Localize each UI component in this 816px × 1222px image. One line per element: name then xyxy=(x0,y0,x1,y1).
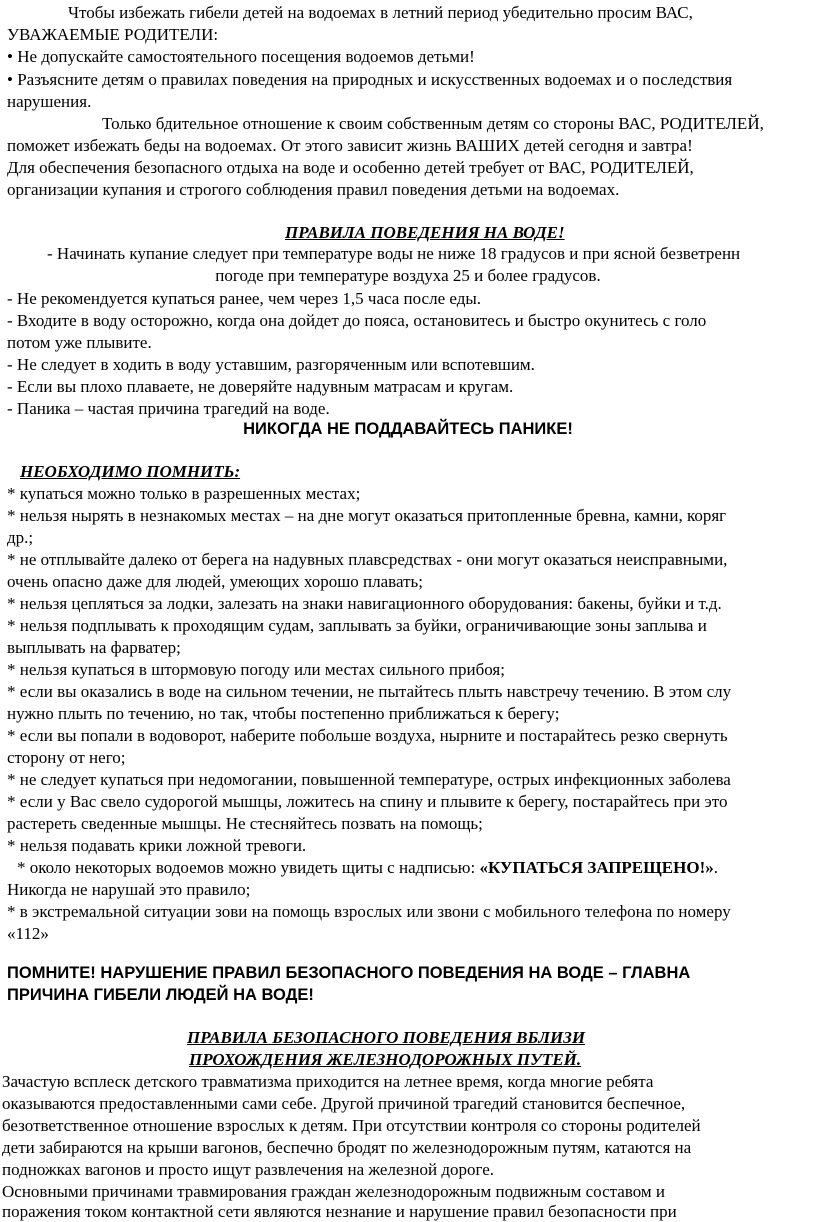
water-rule-5: - Если вы плохо плаваете, не доверяйте надувным матрасам и кругам. xyxy=(7,377,514,396)
railway-para-line-5: подножках вагонов и просто ищут развлечения на железной дороге. xyxy=(2,1160,495,1179)
intro-bullet-2a: • Разъясните детям о правилах поведения на природных и искусственных водоемах и о последствия xyxy=(7,70,733,89)
intro-para-line-4: организации купания и строгого соблюдения правил поведения детьми на водоемах. xyxy=(7,180,620,199)
water-rule-3a: - Входите в воду осторожно, когда она дойдет до пояса, остановитесь и быстро окунитесь с голо xyxy=(7,311,707,330)
panic-warning: НИКОГДА НЕ ПОДДАВАЙТЕСЬ ПАНИКЕ! xyxy=(243,420,573,438)
intro-line-2: УВАЖАЕМЫЕ РОДИТЕЛИ: xyxy=(7,25,219,44)
remember-item-6: * нельзя купаться в штормовую погоду или местах сильного прибоя; xyxy=(7,660,505,679)
remember-item-10a: * если у Вас свело судорогой мышцы, ложитесь на спину и плывите к берегу, постарайтесь при это xyxy=(7,792,728,811)
intro-para-line-3: Для обеспечения безопасного отдыха на воде и особенно детей требует от ВАС, РОДИТЕЛЕЙ, xyxy=(7,158,694,177)
remember-item-5a: * нельзя подплывать к проходящим судам, заплывать за буйки, ограничивающие зоны заплыва и xyxy=(7,616,707,635)
remember-item-12a xyxy=(17,857,718,879)
warning-line-2: ПРИЧИНА ГИБЕЛИ ЛЮДЕЙ НА ВОДЕ! xyxy=(7,986,314,1004)
water-rule-3b: потом уже плывите. xyxy=(7,333,152,352)
railway-title-2: ПРОХОЖДЕНИЯ ЖЕЛЕЗНОДОРОЖНЫХ ПУТЕЙ. xyxy=(189,1050,582,1069)
remember-item-2a: * нельзя нырять в незнакомых местах – на дне могут оказаться притопленные бревна, камни, коряг xyxy=(7,506,727,525)
water-rule-4: - Не следует в ходить в воду уставшим, разгоряченным или вспотевшим. xyxy=(7,355,535,374)
remember-item-13a: * в экстремальной ситуации зови на помощь взрослых или звони с мобильного телефона по номеру xyxy=(7,902,731,921)
warning-line-1: ПОМНИТЕ! НАРУШЕНИЕ ПРАВИЛ БЕЗОПАСНОГО ПОВЕДЕНИЯ НА ВОДЕ – ГЛАВНА xyxy=(7,964,691,982)
no-swimming-sign-text: «КУПАТЬСЯ ЗАПРЕЩЕНО!» xyxy=(479,858,714,877)
remember-item-7a: * если вы оказались в воде на сильном течении, не пытайтесь плыть навстречу течению. В этом слу xyxy=(7,682,732,701)
remember-item-1: * купаться можно только в разрешенных местах; xyxy=(7,484,361,503)
remember-item-12a-suffix: . xyxy=(713,858,719,877)
remember-item-10b: растереть сведенные мышцы. Не стесняйтесь позвать на помощь; xyxy=(7,814,483,833)
water-rule-6: - Паника – частая причина трагедий на воде. xyxy=(7,399,330,418)
water-rule-1b: погоде при температуре воздуха 25 и более градусов. xyxy=(215,266,601,285)
railway-para-line-3: безответственное отношение взрослых к детям. При отсутствии контроля со стороны родителей xyxy=(2,1116,701,1135)
remember-item-3a: * не отплывайте далеко от берега на надувных плавсредствах - они могут оказаться неисправными, xyxy=(7,550,728,569)
remember-item-8a: * если вы попали в водоворот, наберите побольше воздуха, нырните и постарайтесь резко свернуть xyxy=(7,726,728,745)
railway-para-line-2: оказываются предоставленными сами себе. Другой причиной трагедий становится беспечное, xyxy=(2,1094,686,1113)
railway-para-line-7: поражения током контактной сети являются незнание и нарушение правил безопасности при xyxy=(2,1202,677,1221)
intro-para-line-2: поможет избежать беды на водоемах. От этого зависит жизнь ВАШИХ детей сегодня и завтра! xyxy=(7,136,693,155)
water-rules-title: ПРАВИЛА ПОВЕДЕНИЯ НА ВОДЕ! xyxy=(285,223,565,242)
remember-item-5b: выплывать на фарватер; xyxy=(7,638,181,657)
remember-item-11: * нельзя подавать крики ложной тревоги. xyxy=(7,836,307,855)
railway-para-line-6: Основными причинами травмирования граждан железнодорожным подвижным составом и xyxy=(2,1182,666,1201)
remember-item-2b: др.; xyxy=(7,528,34,547)
railway-para-line-4: дети забираются на крыши вагонов, беспечно бродят по железнодорожным путям, катаются на xyxy=(2,1138,692,1157)
remember-item-12a-prefix: * около некоторых водоемов можно увидеть щиты с надписью: xyxy=(17,858,480,877)
remember-title: НЕОБХОДИМО ПОМНИТЬ: xyxy=(20,462,241,481)
water-rule-1a: - Начинать купание следует при температуре воды не ниже 18 градусов и при ясной безветренн xyxy=(47,244,741,263)
remember-item-8b: сторону от него; xyxy=(7,748,126,767)
intro-bullet-1: • Не допускайте самостоятельного посещения водоемов детьми! xyxy=(7,47,475,66)
intro-para-line-1: Только бдительное отношение к своим собственным детям со стороны ВАС, РОДИТЕЛЕЙ, xyxy=(102,114,764,133)
intro-line-1: Чтобы избежать гибели детей на водоемах в летний период убедительно просим ВАС, xyxy=(68,3,693,22)
remember-item-12b: Никогда не нарушай это правило; xyxy=(7,880,251,899)
water-rule-2: - Не рекомендуется купаться ранее, чем через 1,5 часа после еды. xyxy=(7,289,482,308)
remember-item-7b: нужно плыть по течению, но так, чтобы постепенно приближаться к берегу; xyxy=(7,704,560,723)
intro-bullet-2b: нарушения. xyxy=(7,92,92,111)
remember-item-3b: очень опасно даже для людей, умеющих хорошо плавать; xyxy=(7,572,423,591)
railway-title-1: ПРАВИЛА БЕЗОПАСНОГО ПОВЕДЕНИЯ ВБЛИЗИ xyxy=(187,1028,586,1047)
remember-item-13b: «112» xyxy=(7,924,49,943)
remember-item-4: * нельзя цепляться за лодки, залезать на знаки навигационного оборудования: бакены, буйки и т.д. xyxy=(7,594,722,613)
railway-para-line-1: Зачастую всплеск детского травматизма приходится на летнее время, когда многие ребята xyxy=(2,1072,654,1091)
remember-item-9: * не следует купаться при недомогании, повышенной температуре, острых инфекционных заболева xyxy=(7,770,731,789)
